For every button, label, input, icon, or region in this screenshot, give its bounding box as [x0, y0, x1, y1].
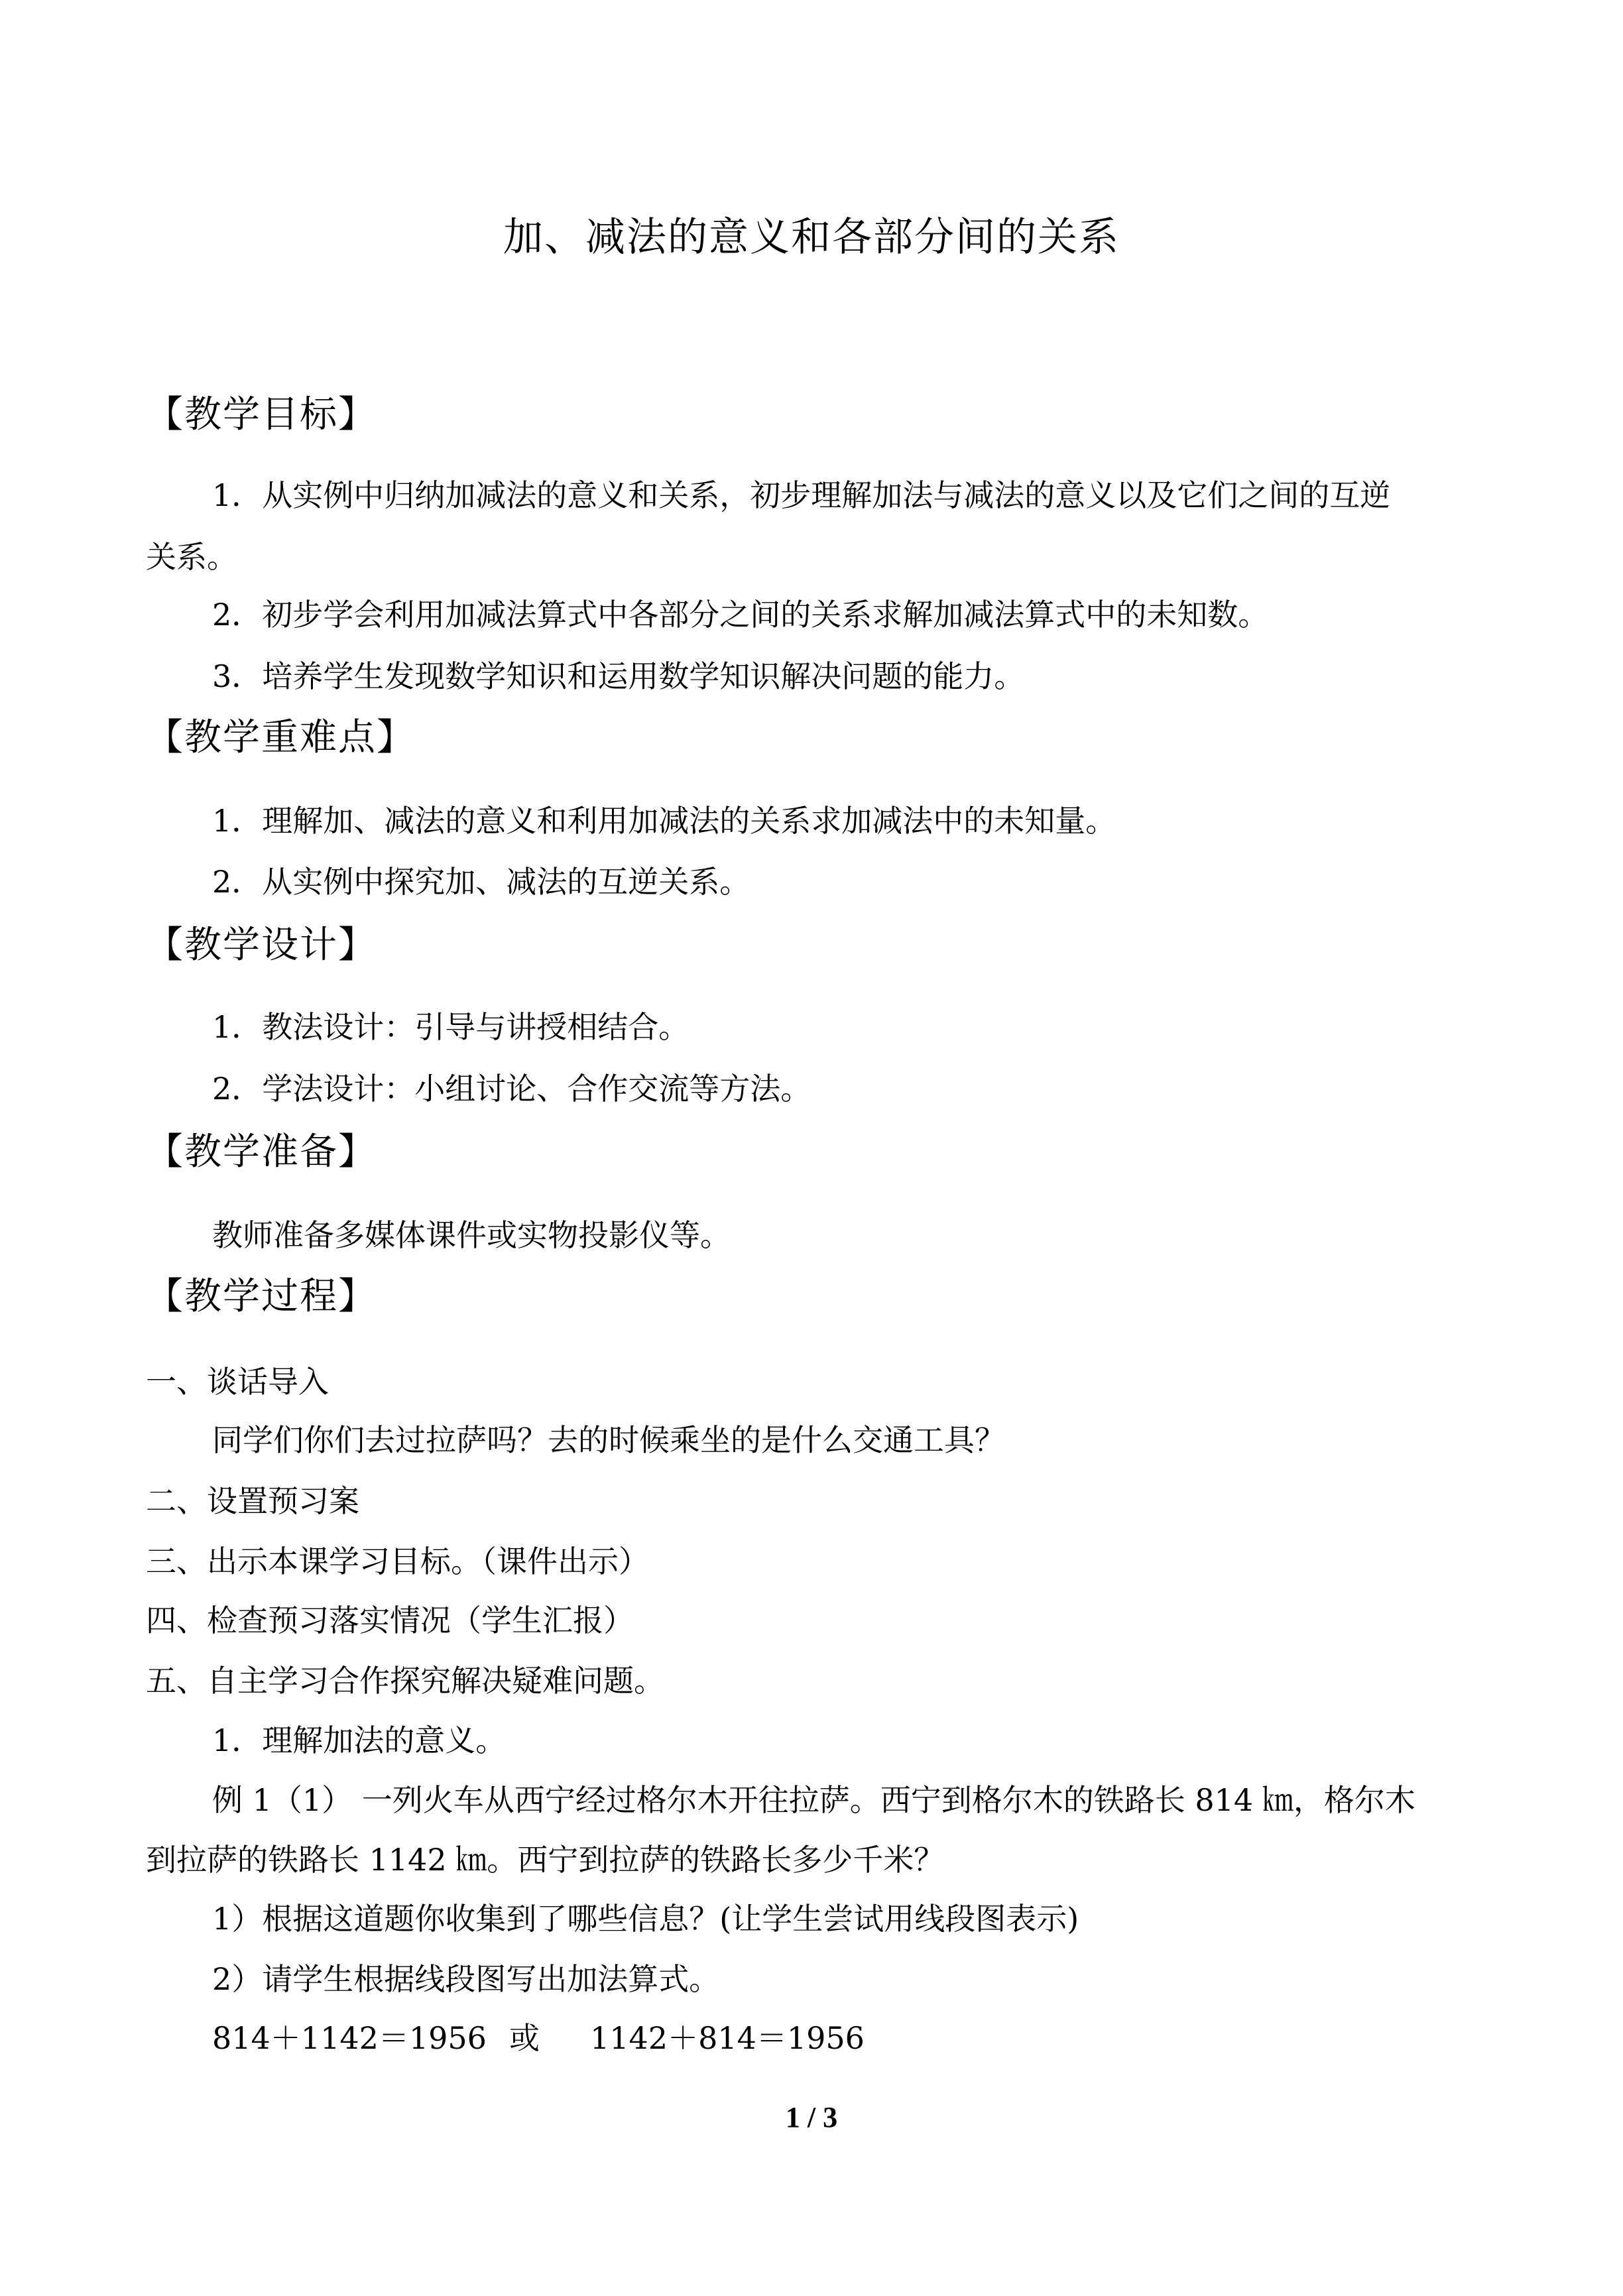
page-number: 1 / 3 [785, 2101, 838, 2134]
preparation-heading: 【教学准备】 [146, 1130, 377, 1174]
process-line-9: 到拉萨的铁路长 1142 ㎞。西宁到拉萨的铁路长多少千米？ [146, 1842, 945, 1878]
process-line-11: 2）请学生根据线段图写出加法算式。 [212, 1961, 720, 1997]
equation-left: 814＋1142＝1956 [212, 2020, 487, 2056]
equation-connector: 或 [509, 2020, 540, 2056]
objective-item-2: 2．初步学会利用加减法算式中各部分之间的关系求解加减法算式中的未知数。 [212, 597, 1269, 633]
process-heading: 【教学过程】 [146, 1275, 377, 1318]
design-item-1: 1．教法设计：引导与讲授相结合。 [212, 1009, 690, 1045]
process-line-2: 同学们你们去过拉萨吗？去的时候乘坐的是什么交通工具？ [212, 1422, 1005, 1458]
process-line-1: 一、谈话导入 [146, 1364, 329, 1400]
objective-item-1: 1．从实例中归纳加减法的意义和关系，初步理解加法与减法的意义以及它们之间的互逆 [212, 477, 1391, 513]
process-line-8: 例 1（1） 一列火车从西宁经过格尔木开往拉萨。西宁到格尔木的铁路长 814 ㎞，格尔木 [212, 1782, 1415, 1818]
key-point-item-1: 1．理解加、减法的意义和利用加减法的关系求加减法中的未知量。 [212, 803, 1116, 839]
objective-item-1-cont: 关系。 [146, 539, 237, 575]
objective-item-3: 3．培养学生发现数学知识和运用数学知识解决问题的能力。 [212, 658, 1025, 694]
process-line-3: 二、设置预习案 [146, 1483, 359, 1519]
process-line-10: 1）根据这道题你收集到了哪些信息？(让学生尝试用线段图表示) [212, 1901, 1079, 1937]
process-line-4: 三、出示本课学习目标。（课件出示） [146, 1543, 649, 1579]
objectives-heading: 【教学目标】 [146, 393, 377, 436]
preparation-item-1: 教师准备多媒体课件或实物投影仪等。 [212, 1217, 731, 1253]
key-point-item-2: 2．从实例中探究加、减法的互逆关系。 [212, 864, 751, 900]
process-line-7: 1．理解加法的意义。 [212, 1722, 507, 1758]
equation-right: 1142＋814＝1956 [590, 2020, 865, 2056]
document-title: 加、减法的意义和各部分间的关系 [503, 214, 1120, 261]
process-line-6: 五、自主学习合作探究解决疑难问题。 [146, 1663, 664, 1699]
process-line-5: 四、检查预习落实情况（学生汇报） [146, 1602, 634, 1638]
design-heading: 【教学设计】 [146, 924, 377, 967]
key-points-heading: 【教学重难点】 [146, 716, 415, 759]
design-item-2: 2．学法设计：小组讨论、合作交流等方法。 [212, 1071, 812, 1107]
